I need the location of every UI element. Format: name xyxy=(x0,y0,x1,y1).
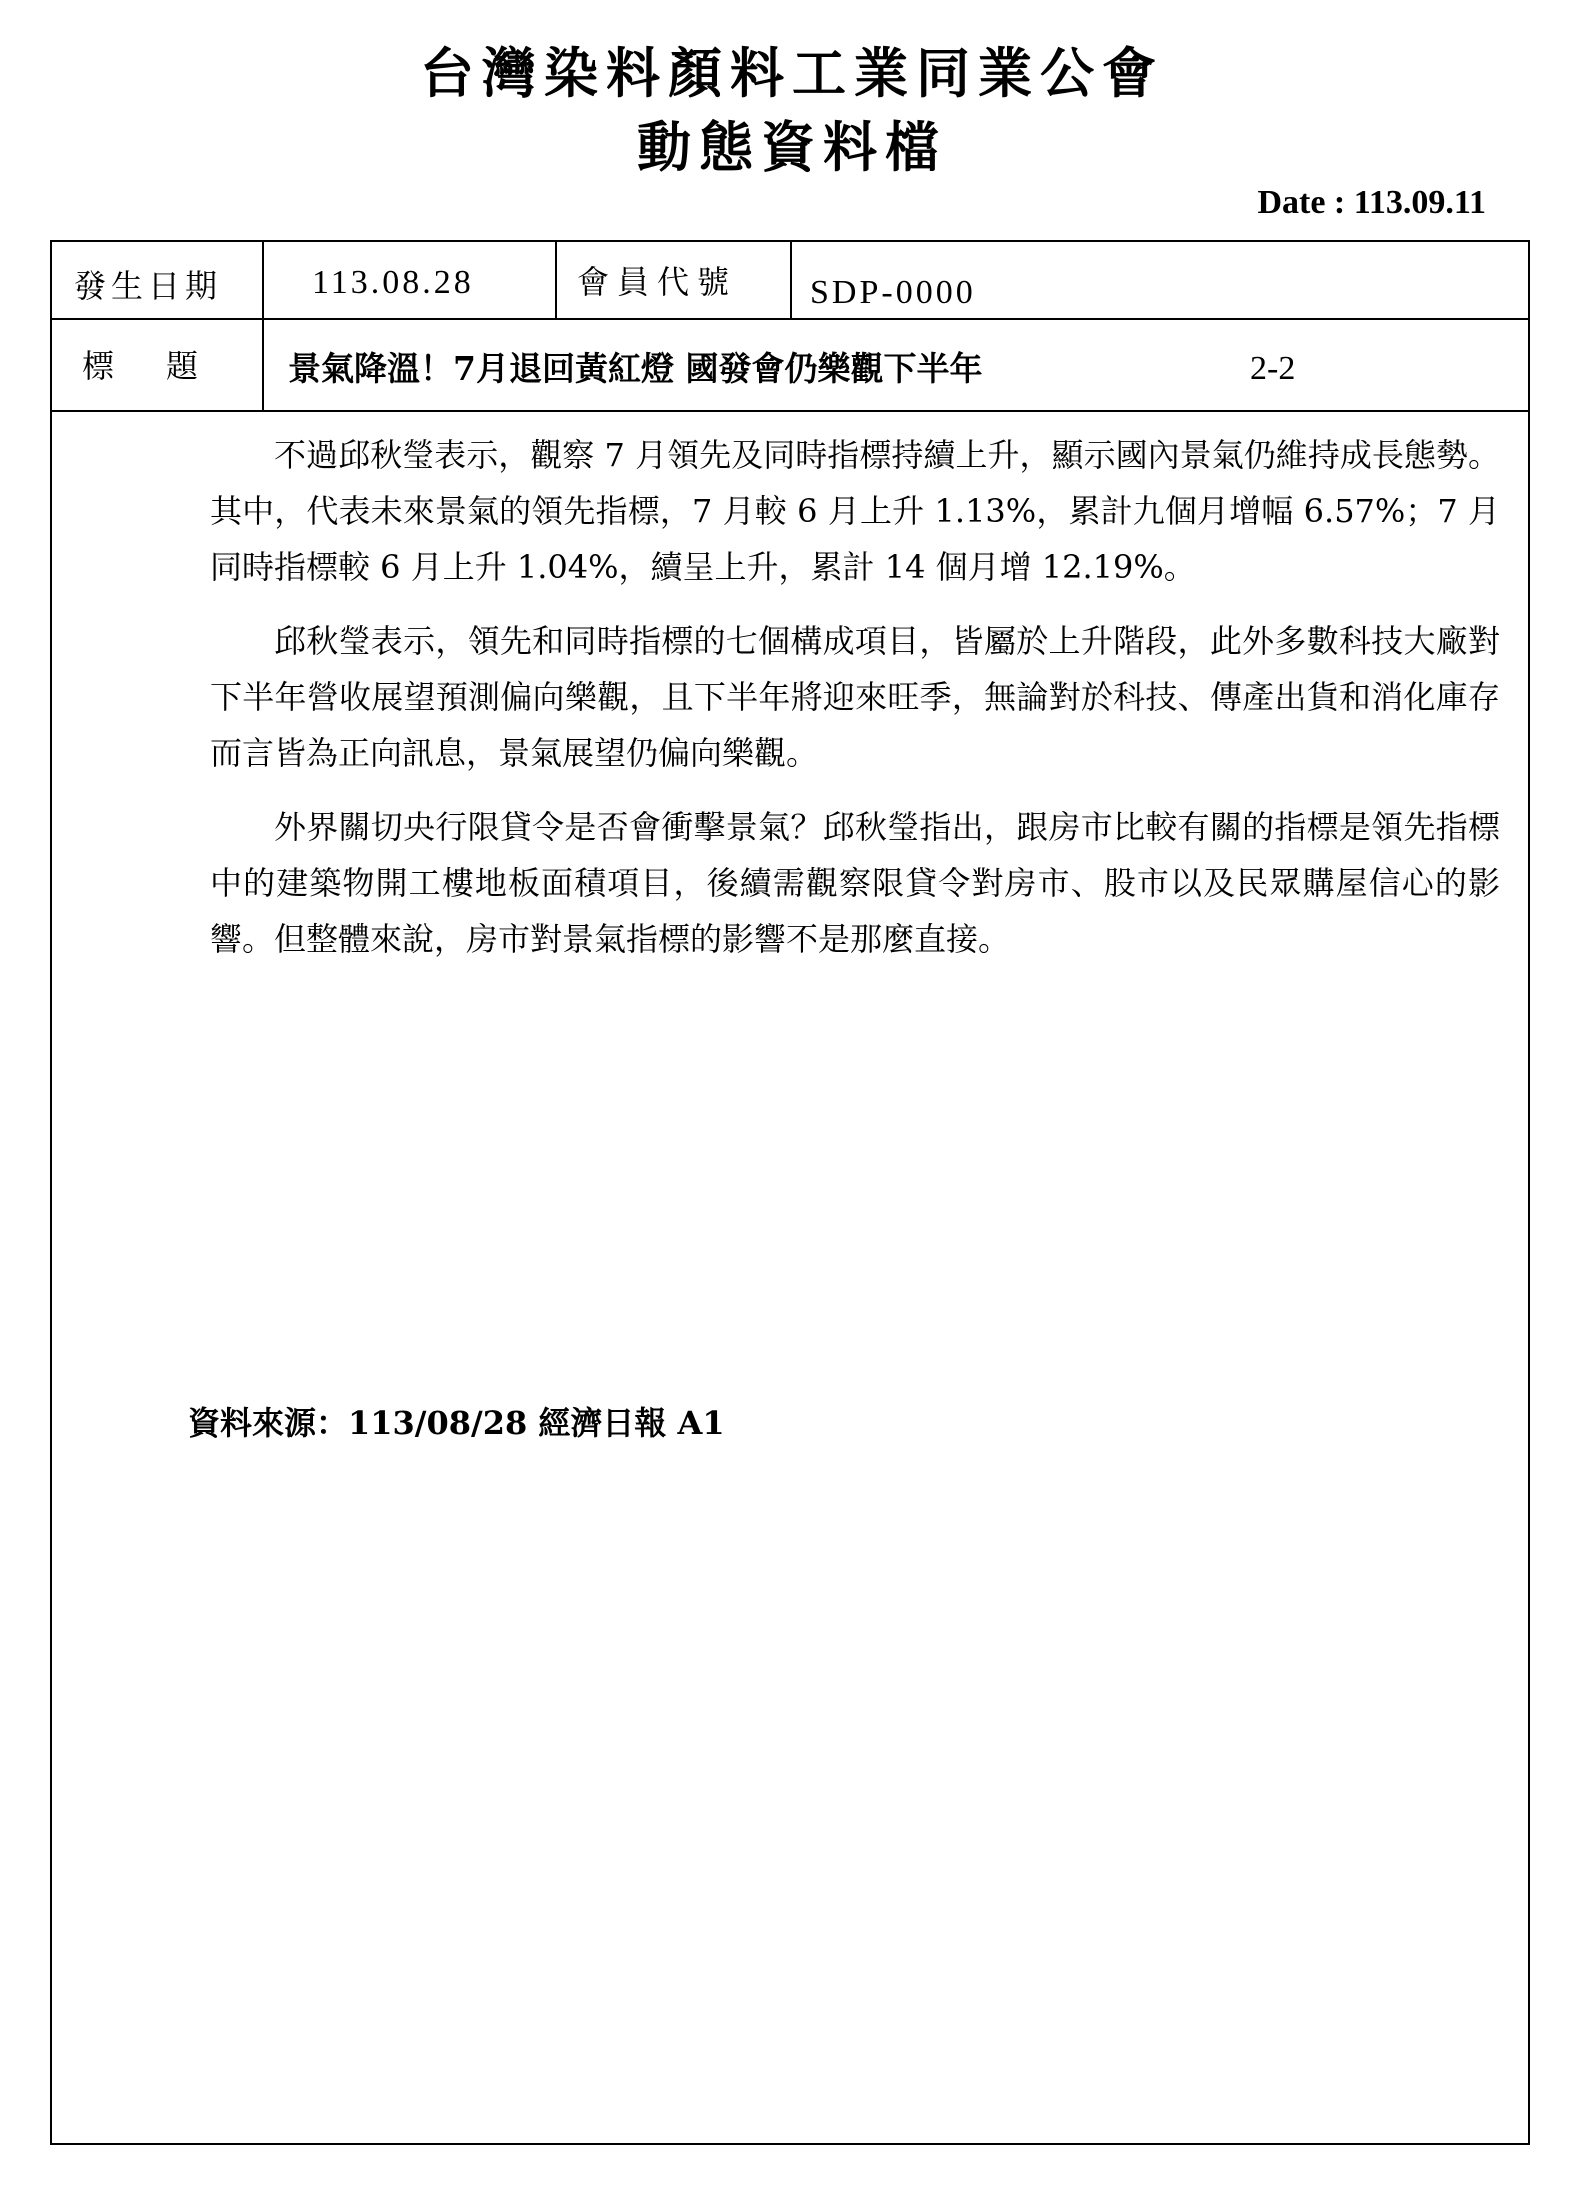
row-divider-1 xyxy=(52,318,1528,320)
date-label: 發生日期 xyxy=(74,267,223,305)
page-indicator: 2-2 xyxy=(1250,350,1296,387)
article-body xyxy=(210,427,1500,985)
title-value xyxy=(288,349,1296,388)
record-frame xyxy=(50,240,1530,2145)
association-title: 台灣染料顏料工業同業公會 xyxy=(420,41,1164,105)
source-citation: 資料來源：113/08/28 經濟日報 A1 xyxy=(188,1404,725,1442)
date-value-divider xyxy=(555,242,557,318)
paragraph-3: 外界關切央行限貸令是否會衝擊景氣？邱秋瑩指出，跟房市比較有關的指標是領先指標中的建築物開工樓地板面積項目，後續需觀察限貸令對房市、股市以及民眾購屋信心的影響。但整體來說，房市對景氣指標的影響不是那麼直接。 xyxy=(210,808,1500,958)
paragraph-2: 邱秋瑩表示，領先和同時指標的七個構成項目，皆屬於上升階段，此外多數科技大廠對下半年營收展望預測偏向樂觀，且下半年將迎來旺季，無論對於科技、傳產出貨和消化庫存而言皆為正向訊息，景氣展望仍偏向樂觀。 xyxy=(210,622,1500,772)
paragraph-1: 不過邱秋瑩表示，觀察 7 月領先及同時指標持續上升，顯示國內景氣仍維持成長態勢。其中，代表未來景氣的領先指標，7 月較 6 月上升 1.13%，累計九個月增幅 6.57%；7 月同時指標較 6 月上升 1.04%，續呈上升，累計 14 個月增 12.19%。 xyxy=(210,436,1500,586)
row-divider-2 xyxy=(52,410,1528,412)
document-type-title: 動態資料檔 xyxy=(637,115,947,179)
member-code-value: SDP-0000 xyxy=(810,274,976,311)
label-column-divider xyxy=(262,242,264,410)
title-label: 標題 xyxy=(82,347,251,385)
member-label-divider xyxy=(790,242,792,318)
member-code-label: 會員代號 xyxy=(577,263,738,301)
document-date: Date : 113.09.11 xyxy=(1257,184,1486,221)
date-value: 113.08.28 xyxy=(312,264,474,301)
title-text: 景氣降溫！7月退回黃紅燈 國發會仍樂觀下半年 xyxy=(288,349,983,388)
